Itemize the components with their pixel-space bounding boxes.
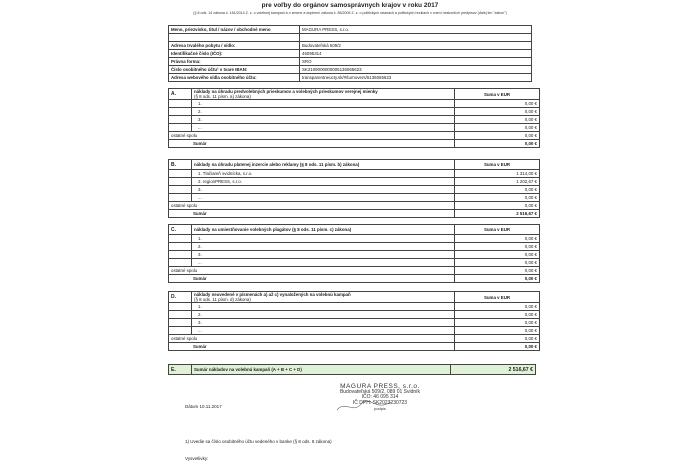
table-row: ... 0,00 € <box>169 259 540 267</box>
date-label: Dátum 10.11.2017 <box>185 404 222 409</box>
table-row: ostatné spolu 0,00 € <box>169 202 540 210</box>
section-title: Sumár nákladov na volebnú kampaň (A + B + C + D) <box>192 365 451 375</box>
page-subtitle: (§ 8 ods. 14 zákona č. 181/2014 Z. z. o volebnej kampani a o zmene a doplnení zákona č. 85/2005 Z. z. o politických stranách a politických hnutiach v znení neskorších predpisov (ďalej len "zákon") <box>193 11 507 15</box>
sum-header: Suma v EUR <box>455 225 540 235</box>
identification-table <box>168 25 532 82</box>
info-row: Meno, priezvisko, titul / názov / obchodné meno MAGURA PRESS, s.r.o. <box>169 26 532 34</box>
table-row: 3. 0,00 € <box>169 319 540 327</box>
table-row: 1. 0,00 € <box>169 303 540 311</box>
sum-header: Suma v EUR <box>455 160 540 170</box>
info-row: Číslo osobitného účtu¹ v tvare IBAN: SK2109000000005136065623 <box>169 66 532 74</box>
section-letter: D. <box>169 292 192 303</box>
signature-scribble <box>335 398 395 416</box>
info-row: Právna forma: SRO <box>169 58 532 66</box>
table-row: ostatné spolu 0,00 € <box>169 335 540 343</box>
stamp-dic: IČ DPH: SK2023230723 <box>352 399 408 406</box>
section-a-table <box>168 88 540 148</box>
stamp-ico: IČO: 46 095 314 <box>361 394 399 400</box>
sum-header: Suma v EUR <box>455 89 540 100</box>
grand-total: 2 516,67 € <box>451 365 536 375</box>
section-c-table <box>168 224 540 283</box>
page-title: pre voľby do orgánov samosprávnych krajov v roku 2017 <box>261 2 439 9</box>
section-title: náklady na umiestňovanie volebných plagátov (§ 8 ods. 11 písm. c) zákona) <box>192 225 455 235</box>
section-e-table <box>168 364 536 375</box>
table-row: ... 0,00 € <box>169 194 540 202</box>
table-row: 3. 0,00 € <box>169 116 540 124</box>
table-row: 2. 0,00 € <box>169 108 540 116</box>
table-row: 1. 0,00 € <box>169 235 540 243</box>
sum-header: Suma v EUR <box>455 292 540 303</box>
total-row: Sumár 0,00 € <box>169 140 540 148</box>
stamp-company-name: MAGURA PRESS, s.r.o. <box>340 383 420 390</box>
stamp-address: Budovateľská 509/2, 089 01 Svidník <box>339 388 421 395</box>
section-letter: E. <box>169 365 192 375</box>
footnote-explanations: Vysvetlivky: <box>185 456 209 461</box>
table-row: ostatné spolu 0,00 € <box>169 267 540 275</box>
section-letter: A. <box>169 89 192 100</box>
table-row: 2. 0,00 € <box>169 311 540 319</box>
info-row: Adresa webového sídla osobitného účtu: transparentneucty.sk/#/turnovers/5136065623 <box>169 74 532 82</box>
table-row: ostatné spolu 0,00 € <box>169 132 540 140</box>
section-d-table <box>168 291 540 351</box>
table-row: 2. regionPRESS, s.r.o. 1 202,67 € <box>169 178 540 186</box>
section-title: náklady na úhradu platenej inzercie alebo reklamy (§ 8 ods. 11 písm. b) zákona) <box>192 160 455 170</box>
table-row: 1. 0,00 € <box>169 100 540 108</box>
signature-label: podpis <box>374 406 386 411</box>
total-row: Sumár 0,00 € <box>169 343 540 351</box>
section-title: náklady na úhradu predvolebných prieskumov a volebných prieskumov verejnej mienky (§ 8 ods. 11 písm. a) zákona) <box>192 89 455 100</box>
section-b-table <box>168 159 540 218</box>
section-letter: B. <box>169 160 192 170</box>
total-row: Sumár 0,00 € <box>169 275 540 283</box>
info-row: Adresa trvalého pobytu / sídlo: Budovateľská 509/2 <box>169 42 532 50</box>
section-letter: C. <box>169 225 192 235</box>
info-row <box>169 34 532 42</box>
table-row: ... 0,00 € <box>169 327 540 335</box>
table-row: 1. Tlačiareň svidnícka, s.r.o. 1 314,00 € <box>169 170 540 178</box>
total-row: Sumár 2 516,67 € <box>169 210 540 218</box>
info-row: Identifikačné číslo (IČO): 46095314 <box>169 50 532 58</box>
table-row: 3. 0,00 € <box>169 186 540 194</box>
table-row: 3. 0,00 € <box>169 251 540 259</box>
section-title: náklady neuvedené v písmenách a) až c) vynaložených na volebnú kampaň (§ 8 ods. 11 písm. d) zákona) <box>192 292 455 303</box>
table-row: 2. 0,00 € <box>169 243 540 251</box>
footnote-1: 1) Uvedie sa číslo osobitného účtu vedeného v banke (§ 8 ods. 8 zákona) <box>185 439 332 444</box>
table-row: ... 0,00 € <box>169 124 540 132</box>
